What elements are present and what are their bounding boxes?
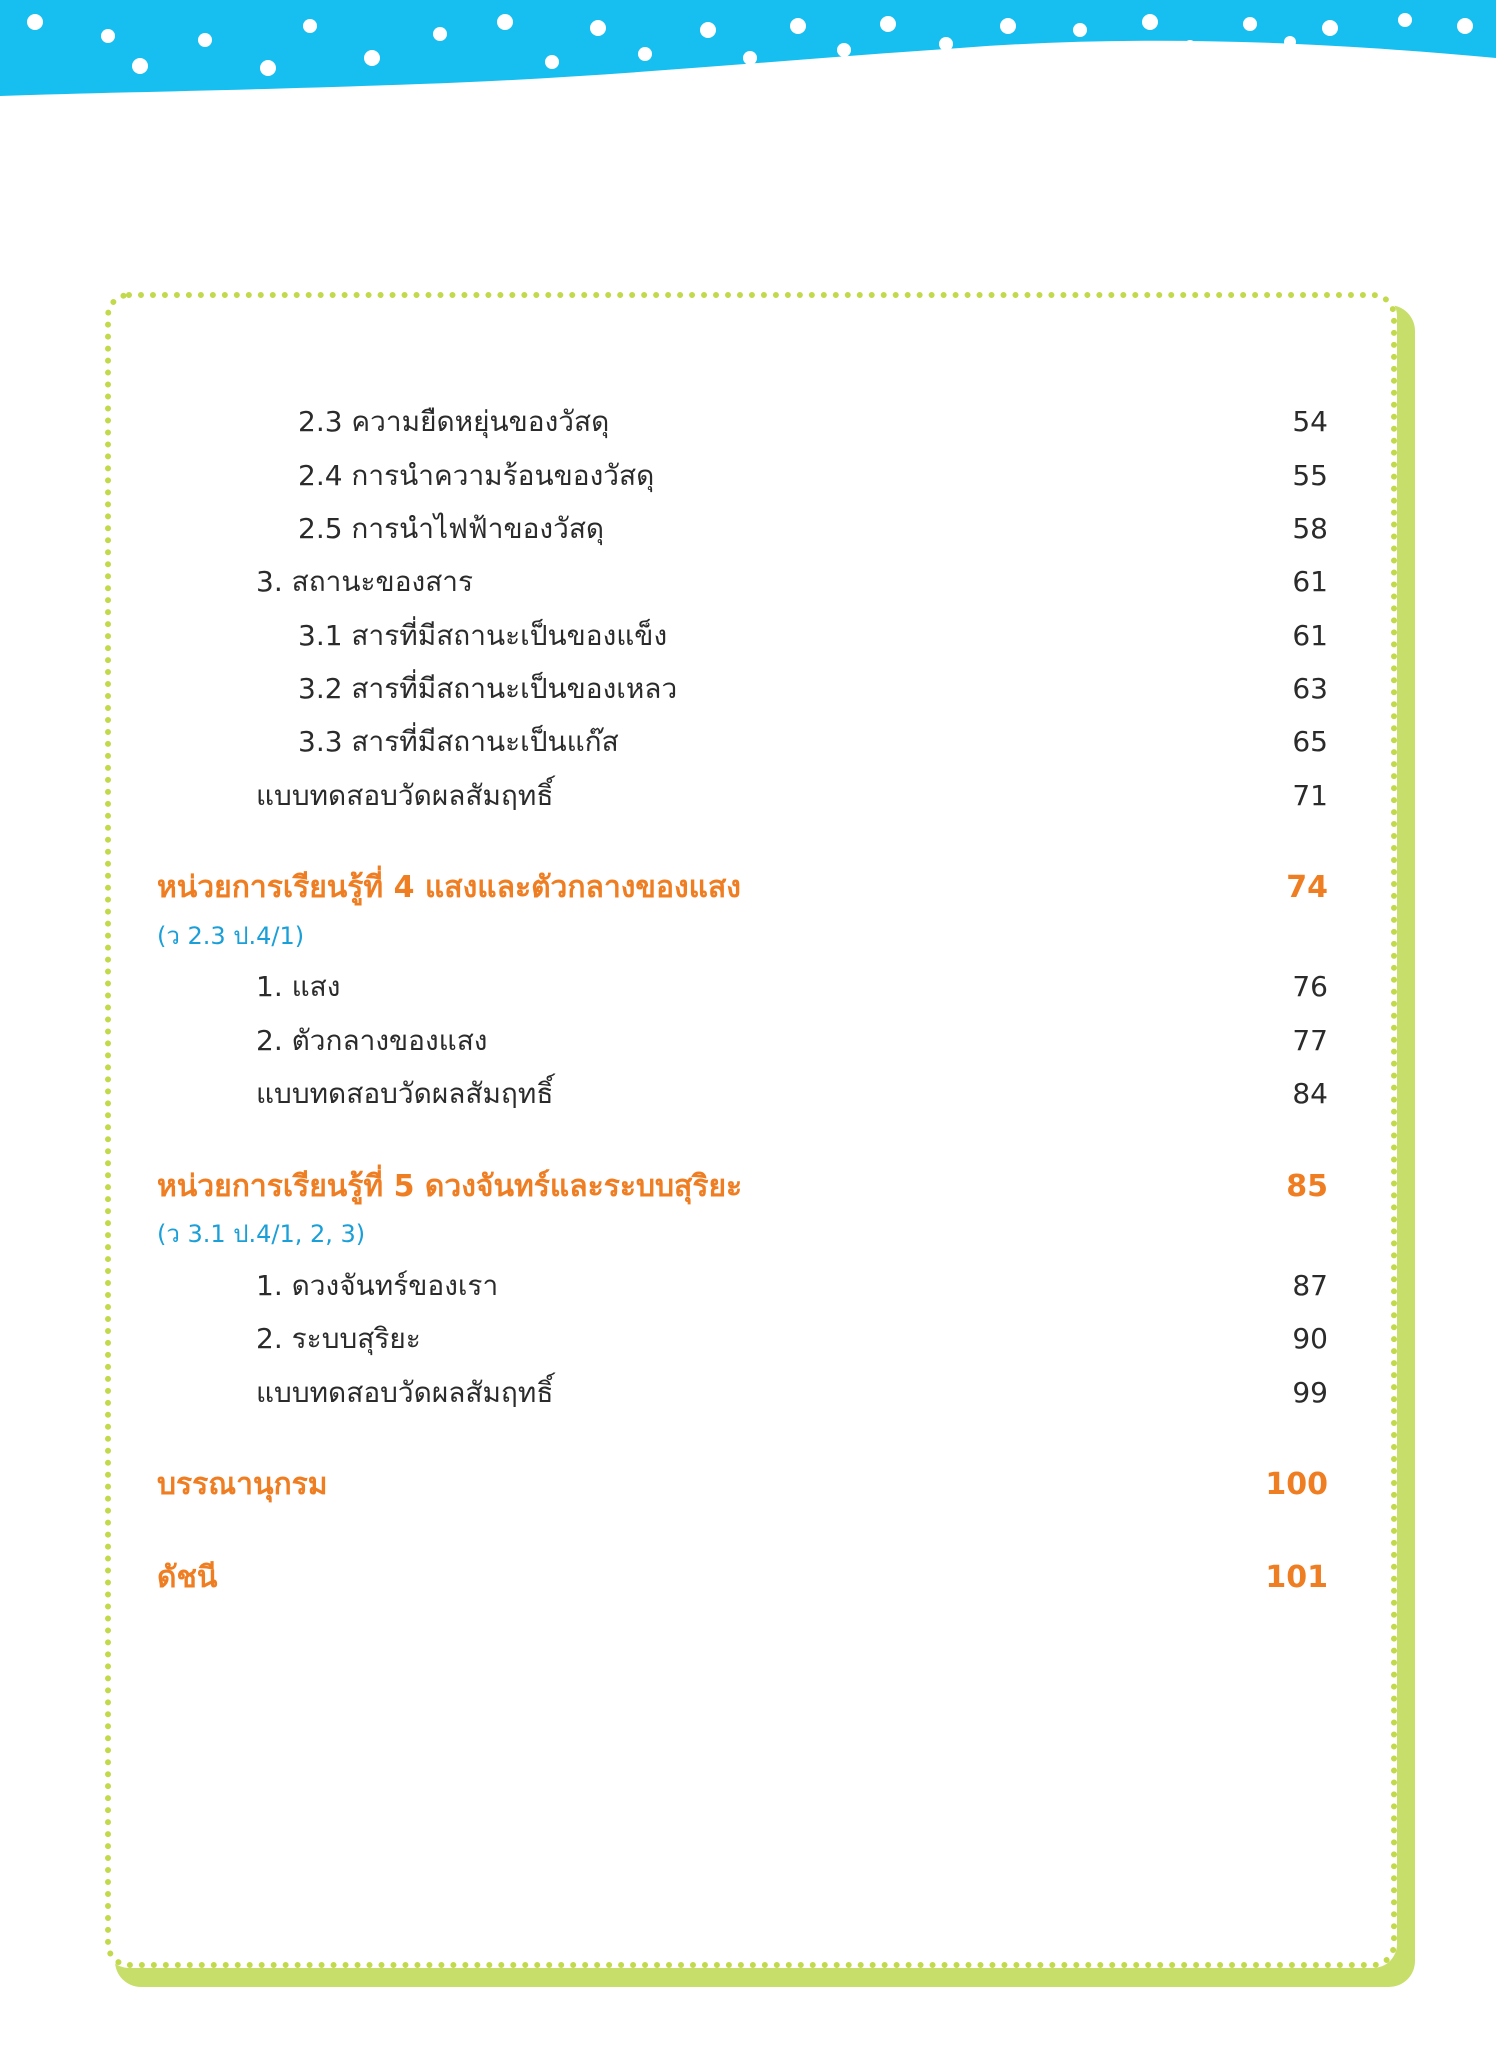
toc-entry-label: 2.5 การนำไฟฟ้าของวัสดุ xyxy=(298,512,605,545)
indicator-code: (ว 3.1 ป.4/1, 2, 3) xyxy=(157,1220,366,1248)
toc-entry[interactable] xyxy=(0,664,1496,714)
toc-bibliography[interactable] xyxy=(0,1460,1496,1510)
toc-entry-label: แบบทดสอบวัดผลสัมฤทธิ์ xyxy=(256,779,554,812)
top-wave-banner xyxy=(0,0,1496,110)
toc-entry-page: 77 xyxy=(1292,1024,1328,1057)
toc-entry[interactable] xyxy=(0,557,1496,607)
indicator-code: (ว 2.3 ป.4/1) xyxy=(157,922,305,950)
toc-unit-page: 85 xyxy=(1286,1169,1328,1204)
toc-unit-page: 74 xyxy=(1286,870,1328,905)
toc-entry[interactable] xyxy=(0,771,1496,821)
toc-entry-label: 3. สถานะของสาร xyxy=(256,565,474,598)
toc-entry-page: 71 xyxy=(1292,779,1328,812)
toc-entry-label: 2.3 ความยืดหยุ่นของวัสดุ xyxy=(298,405,610,438)
toc-entry[interactable] xyxy=(0,962,1496,1012)
toc-entry-page: 61 xyxy=(1292,619,1328,652)
toc-entry[interactable] xyxy=(0,504,1496,554)
toc-entry-label: 3.2 สารที่มีสถานะเป็นของเหลว xyxy=(298,672,678,705)
toc-entry-page: 63 xyxy=(1292,672,1328,705)
toc-entry-page: 84 xyxy=(1292,1077,1328,1110)
toc-index[interactable] xyxy=(0,1553,1496,1603)
toc-entry-label: 2.4 การนำความร้อนของวัสดุ xyxy=(298,459,655,492)
toc-entry-label: แบบทดสอบวัดผลสัมฤทธิ์ xyxy=(256,1077,554,1110)
toc-entry-page: 99 xyxy=(1292,1376,1328,1409)
toc-unit-page: 101 xyxy=(1265,1560,1328,1595)
toc-entry[interactable] xyxy=(0,717,1496,767)
toc-entry[interactable] xyxy=(0,611,1496,661)
toc-unit-title: หน่วยการเรียนรู้ที่ 4 แสงและตัวกลางของแสง xyxy=(157,870,741,905)
toc-entry[interactable] xyxy=(0,1261,1496,1311)
toc-entry[interactable] xyxy=(0,397,1496,447)
toc-unit-heading[interactable] xyxy=(0,1162,1496,1212)
toc-entry-page: 76 xyxy=(1292,970,1328,1003)
toc-entry-label: 1. ดวงจันทร์ของเรา xyxy=(256,1269,499,1302)
toc-entry-page: 61 xyxy=(1292,565,1328,598)
banner-wave-shape xyxy=(0,0,1496,96)
toc-entry-page: 65 xyxy=(1292,725,1328,758)
toc-entry-label: 1. แสง xyxy=(256,970,341,1003)
toc-entry-label: 3.1 สารที่มีสถานะเป็นของแข็ง xyxy=(298,619,668,652)
toc-unit-heading[interactable] xyxy=(0,863,1496,913)
toc-entry[interactable] xyxy=(0,1314,1496,1364)
toc-entry-label: 2. ระบบสุริยะ xyxy=(256,1322,421,1355)
toc-entry-label: 2. ตัวกลางของแสง xyxy=(256,1024,488,1057)
toc-entry[interactable] xyxy=(0,1069,1496,1119)
toc-entry-page: 87 xyxy=(1292,1269,1328,1302)
toc-entry-page: 54 xyxy=(1292,405,1328,438)
toc-entry-page: 55 xyxy=(1292,459,1328,492)
toc-unit-title: หน่วยการเรียนรู้ที่ 5 ดวงจันทร์และระบบสุริยะ xyxy=(157,1169,743,1204)
toc-entry-label: แบบทดสอบวัดผลสัมฤทธิ์ xyxy=(256,1376,554,1409)
toc-unit-title: บรรณานุกรม xyxy=(157,1467,328,1502)
toc-unit-title: ดัชนี xyxy=(157,1560,218,1595)
toc-entry[interactable] xyxy=(0,1016,1496,1066)
toc-entry-page: 90 xyxy=(1292,1322,1328,1355)
toc-entry-page: 58 xyxy=(1292,512,1328,545)
toc-entry[interactable] xyxy=(0,451,1496,501)
toc-entry[interactable] xyxy=(0,1368,1496,1418)
toc-unit-page: 100 xyxy=(1265,1467,1328,1502)
toc-entry-label: 3.3 สารที่มีสถานะเป็นแก๊ส xyxy=(298,725,619,758)
